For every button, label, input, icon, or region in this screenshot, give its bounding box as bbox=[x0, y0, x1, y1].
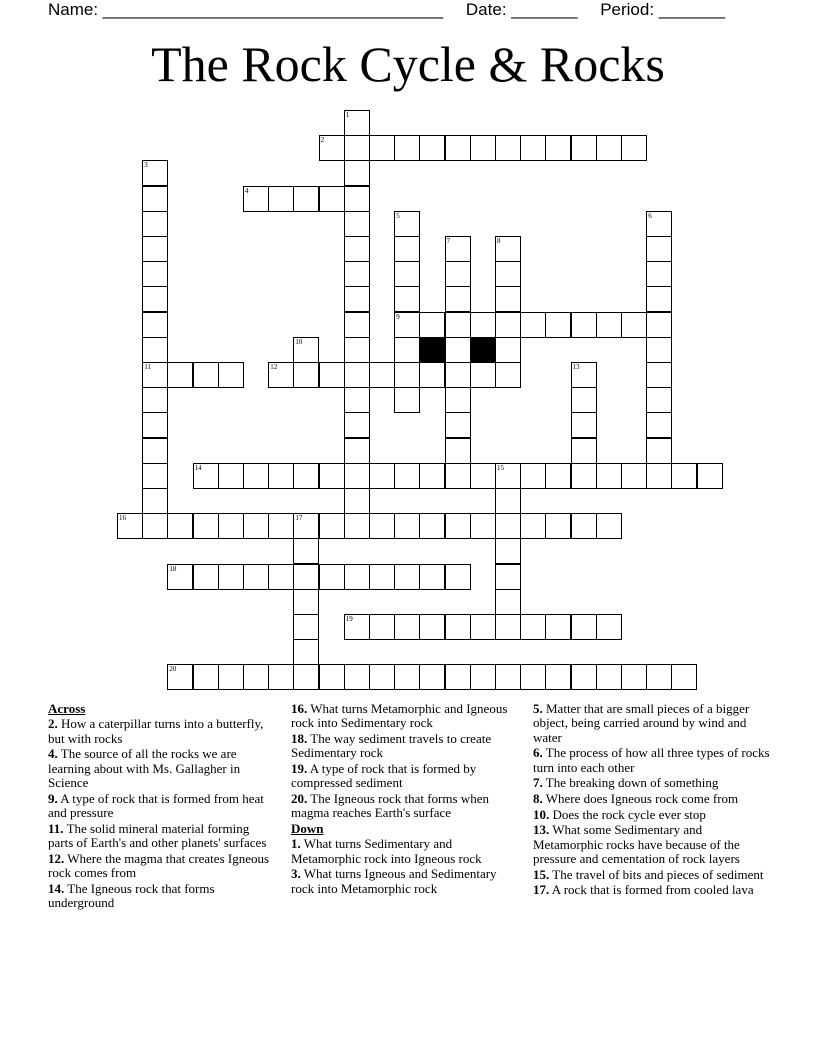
clue-text: What turns Metamorphic and Igneous rock into Sedimentary rock bbox=[291, 701, 508, 731]
crossword-cell[interactable] bbox=[445, 312, 471, 338]
crossword-cell[interactable] bbox=[621, 664, 647, 690]
crossword-cell[interactable] bbox=[344, 186, 370, 212]
clue-number-label: 16 bbox=[119, 514, 126, 523]
black-square bbox=[419, 337, 445, 363]
clue-number: 9. bbox=[48, 790, 58, 806]
clue-text: The travel of bits and pieces of sediment bbox=[552, 866, 764, 882]
crossword-cell[interactable] bbox=[419, 664, 445, 690]
crossword-cell[interactable] bbox=[470, 362, 496, 388]
crossword-cell[interactable] bbox=[646, 286, 672, 312]
clue-number: 4. bbox=[48, 746, 58, 762]
crossword-cell[interactable] bbox=[142, 488, 168, 514]
crossword-cell[interactable] bbox=[596, 463, 622, 489]
crossword-cell[interactable] bbox=[445, 236, 471, 262]
crossword-cell[interactable] bbox=[344, 261, 370, 287]
crossword-cell[interactable] bbox=[193, 513, 219, 539]
clue-number-label: 2 bbox=[320, 136, 325, 145]
clue-number-label: 13 bbox=[572, 363, 580, 371]
crossword-cell[interactable] bbox=[571, 614, 597, 640]
crossword-cell[interactable] bbox=[445, 261, 471, 287]
crossword-cell[interactable] bbox=[243, 513, 269, 539]
crossword-cell[interactable] bbox=[394, 463, 420, 489]
crossword-cell[interactable] bbox=[520, 664, 546, 690]
clue-number-label: 19 bbox=[345, 615, 353, 623]
clue-item bbox=[48, 717, 276, 746]
crossword-cell[interactable] bbox=[344, 438, 370, 464]
clue-item bbox=[533, 746, 773, 775]
crossword-cell[interactable] bbox=[293, 564, 319, 590]
crossword-cell[interactable] bbox=[596, 135, 622, 161]
crossword-cell[interactable] bbox=[142, 412, 168, 438]
crossword-cell[interactable] bbox=[445, 387, 471, 413]
clue-number-label: 7 bbox=[446, 237, 451, 245]
crossword-cell[interactable] bbox=[344, 488, 370, 514]
crossword-cell[interactable] bbox=[218, 564, 244, 590]
clue-number: 19. bbox=[291, 761, 308, 776]
crossword-cell[interactable] bbox=[495, 664, 521, 690]
clue-number: 16. bbox=[291, 701, 308, 716]
crossword-cell[interactable] bbox=[520, 135, 546, 161]
crossword-cell[interactable] bbox=[495, 236, 521, 262]
crossword-cell[interactable] bbox=[193, 463, 219, 489]
crossword-cell[interactable] bbox=[319, 664, 345, 690]
crossword-cell[interactable] bbox=[142, 160, 168, 186]
crossword-cell[interactable] bbox=[142, 362, 168, 388]
crossword-cell[interactable] bbox=[445, 412, 471, 438]
clue-number: 17. bbox=[533, 882, 550, 898]
clue-number: 3. bbox=[291, 866, 301, 882]
crossword-cell[interactable] bbox=[344, 362, 370, 388]
crossword-cell[interactable] bbox=[495, 614, 521, 640]
clue-number: 14. bbox=[48, 880, 65, 896]
crossword-cell[interactable] bbox=[495, 312, 521, 338]
crossword-cell[interactable] bbox=[419, 513, 445, 539]
clue-text: The Igneous rock that forms underground bbox=[48, 880, 215, 911]
down-heading: Down bbox=[291, 821, 324, 836]
crossword-cell[interactable] bbox=[344, 564, 370, 590]
clue-number: 12. bbox=[48, 850, 65, 866]
clue-item bbox=[48, 852, 276, 881]
crossword-cell[interactable] bbox=[344, 387, 370, 413]
clue-number: 5. bbox=[533, 701, 543, 716]
crossword-cell[interactable] bbox=[268, 463, 294, 489]
clue-text: Does the rock cycle ever stop bbox=[552, 806, 706, 822]
clue-text: What turns Igneous and Sedimentary rock into Metamorphic rock bbox=[291, 866, 497, 896]
crossword-cell[interactable] bbox=[394, 664, 420, 690]
crossword-cell[interactable] bbox=[142, 513, 168, 539]
crossword-cell[interactable] bbox=[470, 614, 496, 640]
crossword-cell[interactable] bbox=[142, 261, 168, 287]
crossword-cell[interactable] bbox=[419, 463, 445, 489]
crossword-cell[interactable] bbox=[193, 564, 219, 590]
clue-text: The breaking down of something bbox=[545, 775, 719, 791]
crossword-cell[interactable] bbox=[142, 387, 168, 413]
crossword-cell[interactable] bbox=[243, 664, 269, 690]
crossword-cell[interactable] bbox=[344, 236, 370, 262]
crossword-cell[interactable] bbox=[167, 513, 193, 539]
clue-text: What some Sedimentary and Metamorphic rocks have because of the pressure and cementation of rock layers bbox=[533, 822, 740, 866]
crossword-cell[interactable] bbox=[369, 614, 395, 640]
clue-number-label: 8 bbox=[497, 237, 501, 245]
clue-number: 2. bbox=[48, 716, 58, 732]
crossword-cell[interactable] bbox=[268, 362, 294, 388]
crossword-cell[interactable] bbox=[545, 614, 571, 640]
crossword-cell[interactable] bbox=[445, 362, 471, 388]
clue-item bbox=[533, 776, 773, 790]
crossword-cell[interactable] bbox=[470, 463, 496, 489]
crossword-cell[interactable] bbox=[646, 261, 672, 287]
crossword-cell[interactable] bbox=[520, 312, 546, 338]
crossword-cell[interactable] bbox=[445, 337, 471, 363]
clue-number: 6. bbox=[533, 745, 543, 761]
clue-number: 11. bbox=[48, 820, 64, 836]
crossword-cell[interactable] bbox=[344, 463, 370, 489]
period-field[interactable]: Period: _______ bbox=[600, 0, 725, 19]
crossword-cell[interactable] bbox=[697, 463, 723, 489]
name-field[interactable]: Name: ____________________________________ bbox=[48, 0, 444, 19]
crossword-cell[interactable] bbox=[495, 589, 521, 615]
crossword-cell[interactable] bbox=[394, 261, 420, 287]
crossword-cell[interactable] bbox=[293, 337, 319, 363]
crossword-cell[interactable] bbox=[394, 211, 420, 237]
clue-number: 1. bbox=[291, 836, 301, 852]
crossword-cell[interactable] bbox=[344, 412, 370, 438]
crossword-cell[interactable] bbox=[571, 412, 597, 438]
clue-item bbox=[291, 732, 519, 761]
crossword-cell[interactable] bbox=[470, 135, 496, 161]
crossword-cell[interactable] bbox=[445, 135, 471, 161]
crossword-cell[interactable] bbox=[142, 236, 168, 262]
crossword-cell[interactable] bbox=[142, 186, 168, 212]
crossword-cell[interactable] bbox=[369, 513, 395, 539]
crossword-cell[interactable] bbox=[369, 362, 395, 388]
crossword-cell[interactable] bbox=[142, 438, 168, 464]
crossword-cell[interactable] bbox=[142, 463, 168, 489]
clue-item bbox=[48, 792, 276, 821]
clue-text: A type of rock that is formed from heat and pressure bbox=[48, 790, 264, 821]
crossword-cell[interactable] bbox=[646, 312, 672, 338]
crossword-cell[interactable] bbox=[520, 614, 546, 640]
crossword-cell[interactable] bbox=[445, 564, 471, 590]
crossword-cell[interactable] bbox=[520, 463, 546, 489]
crossword-cell[interactable] bbox=[167, 362, 193, 388]
crossword-cell[interactable] bbox=[293, 513, 319, 539]
crossword-cell[interactable] bbox=[621, 135, 647, 161]
clue-number: 18. bbox=[291, 731, 308, 746]
crossword-cell[interactable] bbox=[495, 286, 521, 312]
clue-number: 20. bbox=[291, 791, 308, 806]
clue-item bbox=[291, 792, 519, 821]
crossword-cell[interactable] bbox=[344, 211, 370, 237]
crossword-cell[interactable] bbox=[571, 664, 597, 690]
clue-text: A rock that is formed from cooled lava bbox=[551, 882, 754, 898]
crossword-cell[interactable] bbox=[495, 538, 521, 564]
crossword-cell[interactable] bbox=[344, 312, 370, 338]
crossword-cell[interactable] bbox=[470, 513, 496, 539]
crossword-cell[interactable] bbox=[646, 362, 672, 388]
clue-text: The solid mineral material forming parts of Earth's and other planets' surfaces bbox=[48, 820, 267, 851]
clue-number-label: 12 bbox=[270, 363, 278, 371]
clue-item bbox=[291, 867, 519, 896]
crossword-cell[interactable] bbox=[621, 312, 647, 338]
crossword-cell[interactable] bbox=[268, 513, 294, 539]
crossword-cell[interactable] bbox=[319, 513, 345, 539]
crossword-cell[interactable] bbox=[369, 564, 395, 590]
crossword-cell[interactable] bbox=[369, 463, 395, 489]
crossword-cell[interactable] bbox=[596, 312, 622, 338]
clue-item bbox=[48, 882, 276, 911]
crossword-cell[interactable] bbox=[419, 312, 445, 338]
clue-number-label: 3 bbox=[144, 161, 148, 170]
crossword-cell[interactable] bbox=[117, 513, 143, 539]
crossword-cell[interactable] bbox=[646, 463, 672, 489]
clue-number-label: 9 bbox=[396, 312, 400, 321]
crossword-cell[interactable] bbox=[344, 160, 370, 186]
crossword-cell[interactable] bbox=[142, 337, 168, 363]
crossword-cell[interactable] bbox=[671, 664, 697, 690]
clue-number-label: 20 bbox=[169, 665, 177, 674]
crossword-cell[interactable] bbox=[394, 286, 420, 312]
clues-column-2 bbox=[291, 702, 519, 897]
clue-item bbox=[533, 868, 773, 882]
clue-item bbox=[291, 702, 519, 731]
crossword-cell[interactable] bbox=[369, 664, 395, 690]
clue-item bbox=[291, 837, 519, 866]
crossword-cell[interactable] bbox=[394, 337, 420, 363]
crossword-cell[interactable] bbox=[369, 135, 395, 161]
clue-text: The source of all the rocks we are learning about with Ms. Gallagher in Science bbox=[48, 746, 241, 791]
clue-text: A type of rock that is formed by compressed sediment bbox=[291, 761, 477, 791]
crossword-cell[interactable] bbox=[394, 362, 420, 388]
clue-number-label: 5 bbox=[396, 211, 400, 220]
crossword-cell[interactable] bbox=[445, 513, 471, 539]
clue-number-label: 10 bbox=[295, 337, 303, 346]
crossword-cell[interactable] bbox=[293, 589, 319, 615]
crossword-cell[interactable] bbox=[445, 286, 471, 312]
crossword-cell[interactable] bbox=[571, 387, 597, 413]
crossword-cell[interactable] bbox=[243, 564, 269, 590]
crossword-cell[interactable] bbox=[419, 614, 445, 640]
clue-number: 8. bbox=[533, 791, 543, 806]
crossword-cell[interactable] bbox=[495, 337, 521, 363]
crossword-cell[interactable] bbox=[344, 513, 370, 539]
clues-column-3 bbox=[533, 702, 773, 899]
clue-number-label: 17 bbox=[295, 514, 303, 523]
crossword-cell[interactable] bbox=[646, 387, 672, 413]
crossword-cell[interactable] bbox=[646, 664, 672, 690]
crossword-cell[interactable] bbox=[545, 664, 571, 690]
clue-number-label: 6 bbox=[648, 211, 652, 220]
across-heading: Across bbox=[48, 701, 86, 716]
clue-text: The Igneous rock that forms when magma reaches Earth's surface bbox=[291, 791, 489, 821]
crossword-cell[interactable] bbox=[243, 186, 269, 212]
clue-text: Where the magma that creates Igneous rock comes from bbox=[48, 850, 270, 881]
clue-number-label: 15 bbox=[497, 463, 504, 472]
clue-text: Where does Igneous rock come from bbox=[545, 791, 739, 806]
crossword-cell[interactable] bbox=[419, 135, 445, 161]
crossword-cell[interactable] bbox=[218, 513, 244, 539]
crossword-cell[interactable] bbox=[293, 463, 319, 489]
crossword-cell[interactable] bbox=[445, 664, 471, 690]
clue-item bbox=[533, 808, 773, 822]
crossword-cell[interactable] bbox=[142, 286, 168, 312]
crossword-cell[interactable] bbox=[445, 614, 471, 640]
crossword-cell[interactable] bbox=[495, 513, 521, 539]
clue-text: Matter that are small pieces of a bigger object, being carried around by wind and water bbox=[533, 701, 750, 745]
clue-item bbox=[48, 747, 276, 790]
clue-number-label: 1 bbox=[345, 111, 350, 119]
date-field[interactable]: Date: _______ bbox=[465, 0, 578, 19]
clues-column-1 bbox=[48, 702, 276, 912]
clue-item bbox=[291, 762, 519, 791]
crossword-cell[interactable] bbox=[571, 463, 597, 489]
crossword-cell[interactable] bbox=[495, 463, 521, 489]
crossword-cell[interactable] bbox=[545, 135, 571, 161]
crossword-cell[interactable] bbox=[646, 337, 672, 363]
crossword-cell[interactable] bbox=[268, 664, 294, 690]
crossword-cell[interactable] bbox=[571, 312, 597, 338]
crossword-cell[interactable] bbox=[394, 513, 420, 539]
crossword-cell[interactable] bbox=[394, 387, 420, 413]
header-fields bbox=[48, 0, 768, 20]
crossword-cell[interactable] bbox=[495, 488, 521, 514]
crossword-cell[interactable] bbox=[293, 362, 319, 388]
crossword-cell[interactable] bbox=[293, 614, 319, 640]
clue-item bbox=[533, 702, 773, 745]
crossword-cell[interactable] bbox=[293, 639, 319, 665]
crossword-cell[interactable] bbox=[167, 564, 193, 590]
crossword-cell[interactable] bbox=[419, 564, 445, 590]
crossword-cell[interactable] bbox=[646, 438, 672, 464]
crossword-cell[interactable] bbox=[621, 463, 647, 489]
crossword-cell[interactable] bbox=[571, 135, 597, 161]
crossword-cell[interactable] bbox=[646, 211, 672, 237]
crossword-cell[interactable] bbox=[596, 664, 622, 690]
clue-text: How a caterpillar turns into a butterfly, but with rocks bbox=[48, 716, 264, 746]
crossword-cell[interactable] bbox=[344, 286, 370, 312]
crossword-cell[interactable] bbox=[394, 312, 420, 338]
clue-number: 13. bbox=[533, 822, 550, 838]
clue-number-label: 14 bbox=[194, 463, 202, 472]
clue-item bbox=[533, 823, 773, 866]
crossword-cell[interactable] bbox=[218, 362, 244, 388]
crossword-cell[interactable] bbox=[167, 664, 193, 690]
crossword-cell[interactable] bbox=[319, 362, 345, 388]
crossword-cell[interactable] bbox=[646, 412, 672, 438]
clue-item bbox=[48, 822, 276, 851]
crossword-cell[interactable] bbox=[671, 463, 697, 489]
clue-text: The process of how all three types of rocks turn into each other bbox=[533, 745, 770, 775]
crossword-cell[interactable] bbox=[545, 312, 571, 338]
crossword-cell[interactable] bbox=[344, 614, 370, 640]
crossword-cell[interactable] bbox=[646, 236, 672, 262]
crossword-cell[interactable] bbox=[571, 513, 597, 539]
crossword-cell[interactable] bbox=[243, 463, 269, 489]
clue-item bbox=[533, 792, 773, 806]
crossword-cell[interactable] bbox=[545, 463, 571, 489]
crossword-cell[interactable] bbox=[193, 362, 219, 388]
crossword-cell[interactable] bbox=[571, 362, 597, 388]
crossword-cell[interactable] bbox=[218, 664, 244, 690]
clue-number: 10. bbox=[533, 806, 550, 822]
clue-text: The way sediment travels to create Sedimentary rock bbox=[291, 731, 492, 761]
clue-text: What turns Sedimentary and Metamorphic rock into Igneous rock bbox=[291, 836, 482, 866]
crossword-cell[interactable] bbox=[344, 664, 370, 690]
crossword-cell[interactable] bbox=[419, 362, 445, 388]
crossword-cell[interactable] bbox=[319, 135, 345, 161]
crossword-cell[interactable] bbox=[319, 186, 345, 212]
clue-number-label: 11 bbox=[144, 363, 151, 371]
clue-number: 15. bbox=[533, 866, 550, 882]
crossword-cell[interactable] bbox=[344, 110, 370, 136]
crossword-cell[interactable] bbox=[545, 513, 571, 539]
crossword-cell[interactable] bbox=[571, 438, 597, 464]
crossword-cell[interactable] bbox=[495, 362, 521, 388]
crossword-cell[interactable] bbox=[293, 664, 319, 690]
crossword-cell[interactable] bbox=[293, 538, 319, 564]
crossword-cell[interactable] bbox=[319, 463, 345, 489]
clue-number-label: 18 bbox=[169, 564, 177, 573]
crossword-cell[interactable] bbox=[193, 664, 219, 690]
black-square bbox=[470, 337, 496, 363]
crossword-cell[interactable] bbox=[394, 135, 420, 161]
crossword-cell[interactable] bbox=[495, 135, 521, 161]
crossword-cell[interactable] bbox=[470, 312, 496, 338]
crossword-cell[interactable] bbox=[142, 211, 168, 237]
crossword-cell[interactable] bbox=[495, 261, 521, 287]
crossword-cell[interactable] bbox=[495, 564, 521, 590]
clue-number: 7. bbox=[533, 775, 543, 791]
page-title: The Rock Cycle & Rocks bbox=[151, 36, 665, 92]
crossword-cell[interactable] bbox=[445, 438, 471, 464]
crossword-cell[interactable] bbox=[394, 614, 420, 640]
crossword-cell[interactable] bbox=[394, 564, 420, 590]
crossword-cell[interactable] bbox=[520, 513, 546, 539]
clue-item bbox=[533, 883, 773, 897]
crossword-cell[interactable] bbox=[319, 564, 345, 590]
crossword-cell[interactable] bbox=[344, 135, 370, 161]
crossword-cell[interactable] bbox=[470, 664, 496, 690]
crossword-cell[interactable] bbox=[268, 564, 294, 590]
clue-number-label: 4 bbox=[245, 186, 249, 195]
crossword-cell[interactable] bbox=[445, 463, 471, 489]
crossword-cell[interactable] bbox=[142, 312, 168, 338]
crossword-cell[interactable] bbox=[394, 236, 420, 262]
crossword-cell[interactable] bbox=[218, 463, 244, 489]
crossword-cell[interactable] bbox=[596, 614, 622, 640]
crossword-cell[interactable] bbox=[293, 186, 319, 212]
crossword-cell[interactable] bbox=[268, 186, 294, 212]
crossword-cell[interactable] bbox=[596, 513, 622, 539]
crossword-cell[interactable] bbox=[344, 337, 370, 363]
